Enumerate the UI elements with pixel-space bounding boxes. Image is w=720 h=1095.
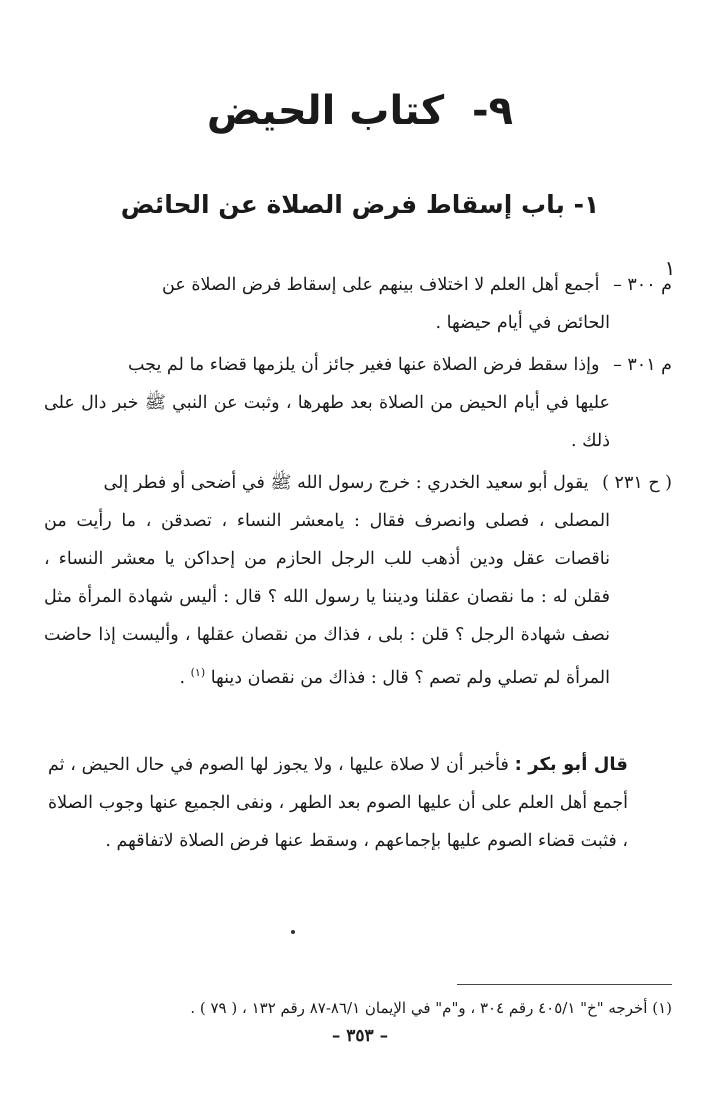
chapter-title-text: كتاب الحيض bbox=[206, 88, 445, 134]
page-number: – ٣٥٣ – bbox=[331, 1026, 389, 1046]
footnote-reference[interactable]: (١) bbox=[190, 666, 206, 679]
footnote bbox=[42, 996, 672, 1020]
hadith-continuation bbox=[44, 502, 672, 697]
commentary-paragraph bbox=[48, 746, 648, 860]
margin-mark: ١ bbox=[664, 256, 676, 280]
hadith-label: ( ح ٢٣١ ) bbox=[602, 473, 672, 493]
entry-300 bbox=[44, 266, 672, 342]
hadith-end: . bbox=[179, 667, 191, 688]
entry-text: أجمع أهل العلم لا اختلاف بينهم على إسقاط فرض الصلاة عن bbox=[162, 275, 600, 295]
commentary-lead: قال أبو بكر : bbox=[514, 754, 628, 775]
stray-dot bbox=[291, 930, 295, 934]
footnote-text: أخرجه "خ" ٤٠٥/١ رقم ٣٠٤ ، و"م" في الإيمان ٨٦/١-٨٧ رقم ١٣٢ ، ( ٧٩ ) . bbox=[190, 999, 648, 1017]
entry-continuation: عليها في أيام الحيض من الصلاة بعد طهرها ، وثبت عن النبي ﷺ خبر دال على ذلك . bbox=[44, 393, 610, 451]
hadith-body: المصلى ، فصلى وانصرف فقال : يامعشر النساء ، تصدقن ، ما رأيت من ناقصات عقل ودين أذهب للب الرجل الحازم من إحداكن يا معشر النساء ، فقلن له : ما نقصان عقلنا وديننا يا رسول الله ؟ قال : أليس شهادة المرأة مثل نصف شهادة الرجل ؟ قلن : بلى ، فذاك من نقصان عقلها ، وأليست إذا حاضت المرأة لم تصلي ولم تصم ؟ قال : فذاك من نقصان دينها bbox=[44, 511, 610, 688]
entry-label: م ٣٠١ – bbox=[613, 355, 672, 375]
chapter-title bbox=[0, 88, 720, 134]
footnote-divider bbox=[457, 984, 672, 985]
entry-label: م ٣٠٠ – bbox=[613, 275, 672, 295]
hadith-text: يقول أبو سعيد الخدري : خرج رسول الله ﷺ في أضحى أو فطر إلى bbox=[103, 473, 589, 493]
entry-text: وإذا سقط فرض الصلاة عنها فغير جائز أن يلزمها قضاء ما لم يجب bbox=[127, 355, 600, 375]
hadith-231 bbox=[44, 464, 672, 697]
section-title: ١- باب إسقاط فرض الصلاة عن الحائض bbox=[120, 190, 600, 219]
commentary-text: فأخبر أن لا صلاة عليها ، ولا يجوز لها الصوم في حال الحيض ، ثم أجمع أهل العلم على أن عليها الصوم بعد الطهر ، ونفى الجميع عنها وجوب الصلاة ، فثبت قضاء الصوم عليها بإجماعهم ، وسقط عنها فرض الصلاة لاتفاقهم . bbox=[48, 755, 628, 851]
entry-continuation: الحائض في أيام حيضها . bbox=[435, 313, 610, 333]
footnote-marker: (١) bbox=[652, 999, 672, 1017]
chapter-number: ٩- bbox=[472, 88, 514, 134]
entry-301 bbox=[44, 346, 672, 460]
